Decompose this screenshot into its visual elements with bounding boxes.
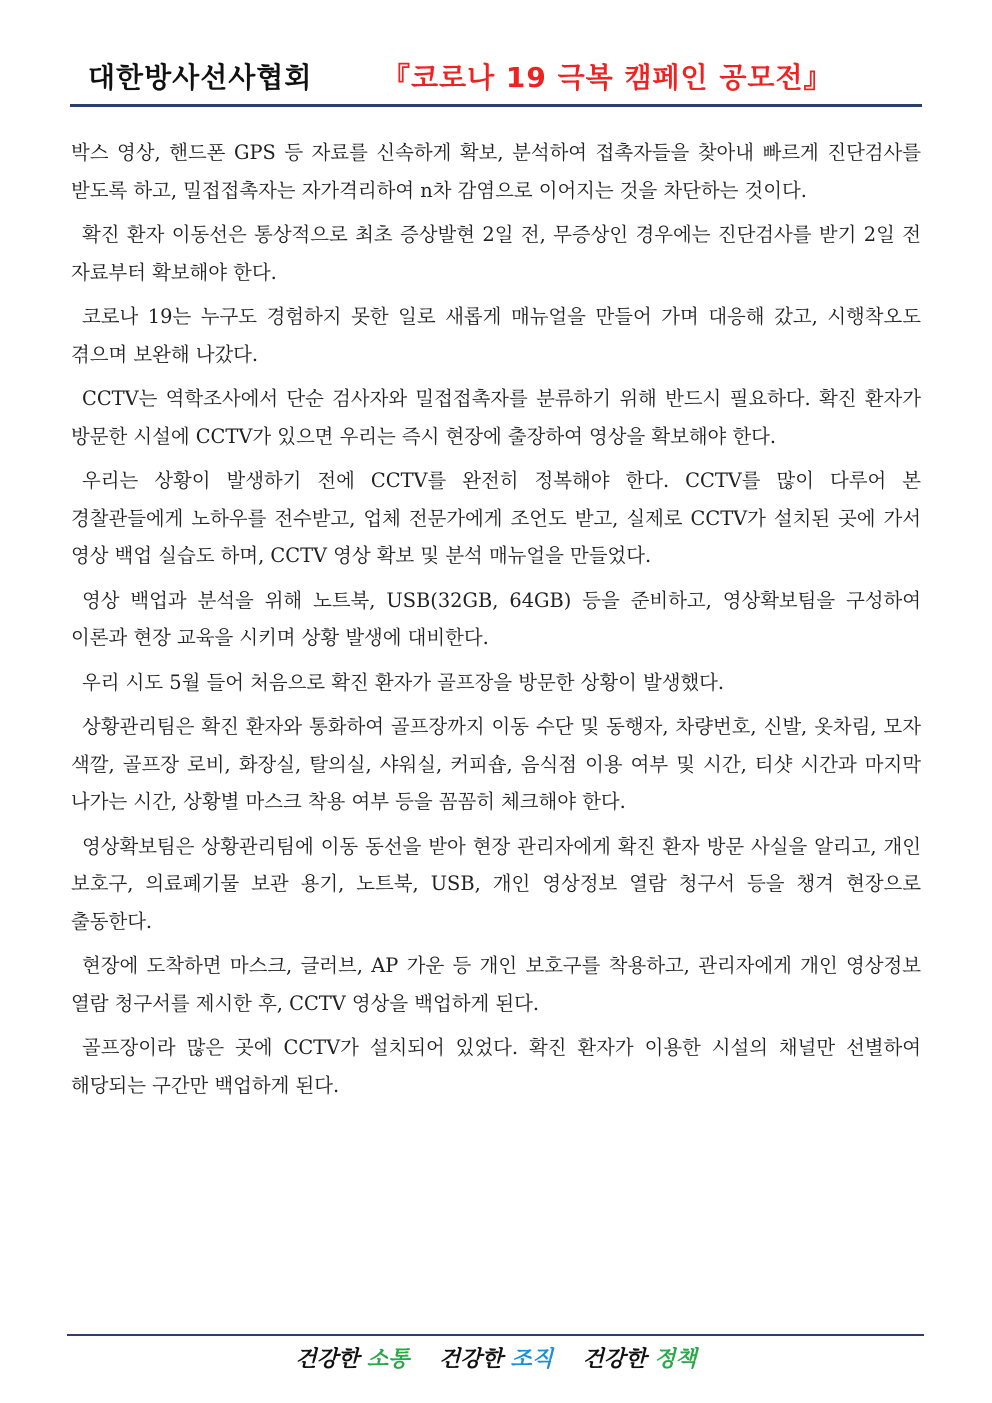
slogan-communication: 소통 [366,1347,410,1372]
org-name: 대한방사선사협회 [88,61,313,94]
document-body [71,134,921,1111]
paragraph: 영상확보팀은 상황관리팀에 이동 동선을 받아 현장 관리자에게 확진 환자 방문 사실을 알리고, 개인 보호구, 의료폐기물 보관 용기, 노트북, USB, 개인 영상정보 열람 청구서 등을 챙겨 현장으로 출동한다. [71,834,921,933]
paragraph: 골프장이라 많은 곳에 CCTV가 설치되어 있었다. 확진 환자가 이용한 시설의 채널만 선별하여 해당되는 구간만 백업하게 된다. [71,1036,921,1097]
footer-slogan [0,1342,992,1373]
slogan-word: 건강한 [582,1347,647,1372]
paragraph: 현장에 도착하면 마스크, 글러브, AP 가운 등 개인 보호구를 착용하고, 관리자에게 개인 영상정보 열람 청구서를 제시한 후, CCTV 영상을 백업하게 된다. [71,954,921,1015]
footer-rule [67,1334,924,1336]
paragraph: 우리 시도 5월 들어 처음으로 확진 환자가 골프장을 방문한 상황이 발생했다. [82,670,725,694]
paragraph: 영상 백업과 분석을 위해 노트북, USB(32GB, 64GB) 등을 준비하고, 영상확보팀을 구성하여 이론과 현장 교육을 시키며 상황 발생에 대비한다. [71,588,921,649]
paragraph: 우리는 상황이 발생하기 전에 CCTV를 완전히 정복해야 한다. CCTV를 많이 다루어 본 경찰관들에게 노하우를 전수받고, 업체 전문가에게 조언도 받고, 실제로 CCTV가 설치된 곳에 가서 영상 백업 실습도 하며, CCTV 영상 확보 및 분석 매뉴얼을 만들었다. [71,469,921,567]
campaign-title [382,56,833,96]
paragraph: 상황관리팀은 확진 환자와 통화하여 골프장까지 이동 수단 및 동행자, 차량번호, 신발, 옷차림, 모자 색깔, 골프장 로비, 화장실, 탈의실, 샤워실, 커피숍, 음식점 이용 여부 및 시간, 티샷 시간과 마지막 나가는 시간, 상황별 마스크 착용 여부 등을 꼼꼼히 체크해야 한다. [71,715,921,813]
slogan-policy: 정책 [654,1347,697,1372]
slogan-organization: 조직 [510,1347,553,1372]
header-rule [70,104,922,107]
paragraph: 코로나 19는 누구도 경험하지 못한 일로 새롭게 매뉴얼을 만들어 가며 대응해 갔고, 시행착오도 겪으며 보완해 나갔다. [71,305,921,366]
slogan-word: 건강한 [439,1347,503,1372]
paragraph: 확진 환자 이동선은 통상적으로 최초 증상발현 2일 전, 무증상인 경우에는 진단검사를 받기 2일 전 자료부터 확보해야 한다. [71,223,921,284]
paragraph: CCTV는 역학조사에서 단순 검사자와 밀접접촉자를 분류하기 위해 반드시 필요하다. 확진 환자가 방문한 시설에 CCTV가 있으면 우리는 즉시 현장에 출장하여 영상을 확보해야 한다. [71,387,921,448]
campaign-title-text: 『코로나 19 극복 캠페인 공모전』 [382,61,833,94]
paragraph: 박스 영상, 핸드폰 GPS 등 자료를 신속하게 확보, 분석하여 접촉자들을 찾아내 빠르게 진단검사를 받도록 하고, 밀접접촉자는 자가격리하여 n차 감염으로 이어지는 것을 차단하는 것이다. [71,141,921,202]
slogan-word: 건강한 [295,1347,360,1372]
page-header [70,52,922,96]
